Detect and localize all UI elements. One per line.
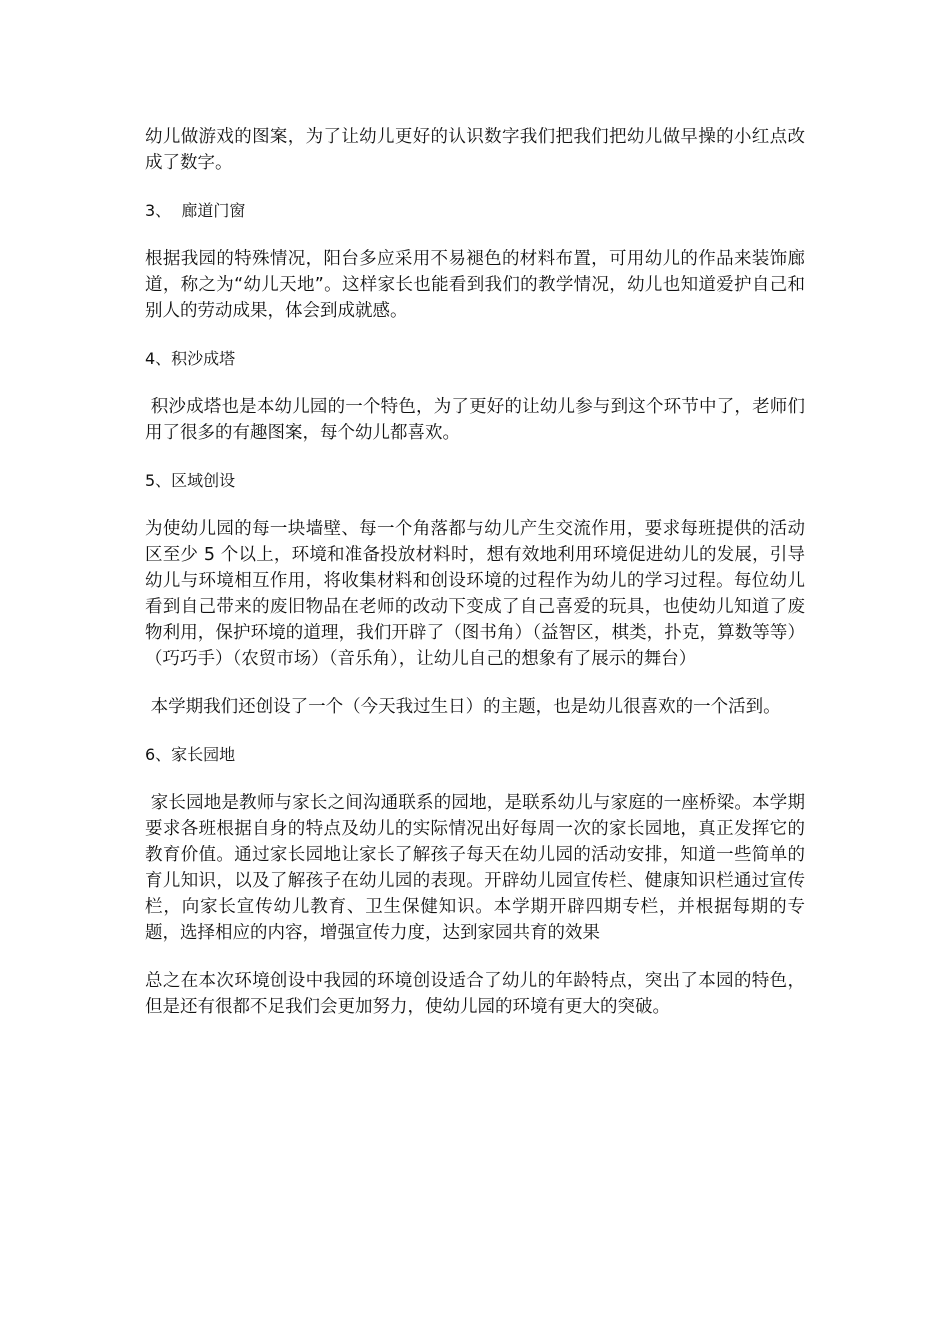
paragraph-sand-tower: 积沙成塔也是本幼儿园的一个特色，为了更好的让幼儿参与到这个环节中了，老师们用了很多的有趣图案，每个幼儿都喜欢。: [145, 397, 805, 443]
heading-corridor-doors-windows: 3、 廊道门窗: [145, 201, 246, 220]
heading-area-setup: 5、区域创设: [145, 471, 236, 490]
paragraph-birthday-theme: 本学期我们还创设了一个（今天我过生日）的主题，也是幼儿很喜欢的一个活到。: [145, 697, 781, 717]
heading-parents-corner: 6、家长园地: [145, 745, 236, 764]
paragraph-conclusion: 总之在本次环境创设中我园的环境创设适合了幼儿的年龄特点，突出了本园的特色，但是还有很都不足我们会更加努力，使幼儿园的环境有更大的突破。: [145, 971, 805, 1017]
document-page: [145, 124, 805, 1042]
heading-sand-tower: 4、积沙成塔: [145, 349, 236, 368]
paragraph-area-setup: 为使幼儿园的每一块墙壁、每一个角落都与幼儿产生交流作用，要求每班提供的活动区至少 5 个以上，环境和准备投放材料时，想有效地利用环境促进幼儿的发展，引导幼儿与环境相互作用，将收集材料和创设环境的过程作为幼儿的学习过程。每位幼儿看到自己带来的废旧物品在老师的改动下变成了自己喜爱的玩具，也使幼儿知道了废物利用，保护环境的道理，我们开辟了（图书角）（益智区，棋类，扑克，算数等等）（巧巧手）（农贸市场）（音乐角），让幼儿自己的想象有了展示的舞台）: [145, 519, 805, 669]
paragraph-corridor: 根据我园的特殊情况，阳台多应采用不易褪色的材料布置，可用幼儿的作品来装饰廊道，称之为“幼儿天地”。这样家长也能看到我们的教学情况，幼儿也知道爱护自己和别人的劳动成果，体会到成就感。: [145, 249, 805, 321]
paragraph-intro: 幼儿做游戏的图案，为了让幼儿更好的认识数字我们把我们把幼儿做早操的小红点改成了数字。: [145, 127, 805, 173]
paragraph-parents-corner: 家长园地是教师与家长之间沟通联系的园地，是联系幼儿与家庭的一座桥梁。本学期要求各班根据自身的特点及幼儿的实际情况出好每周一次的家长园地，真正发挥它的教育价值。通过家长园地让家长了解孩子每天在幼儿园的活动安排，知道一些简单的育儿知识，以及了解孩子在幼儿园的表现。开辟幼儿园宣传栏、健康知识栏通过宣传栏，向家长宣传幼儿教育、卫生保健知识。本学期开辟四期专栏，并根据每期的专题，选择相应的内容，增强宣传力度，达到家园共育的效果: [145, 793, 805, 943]
